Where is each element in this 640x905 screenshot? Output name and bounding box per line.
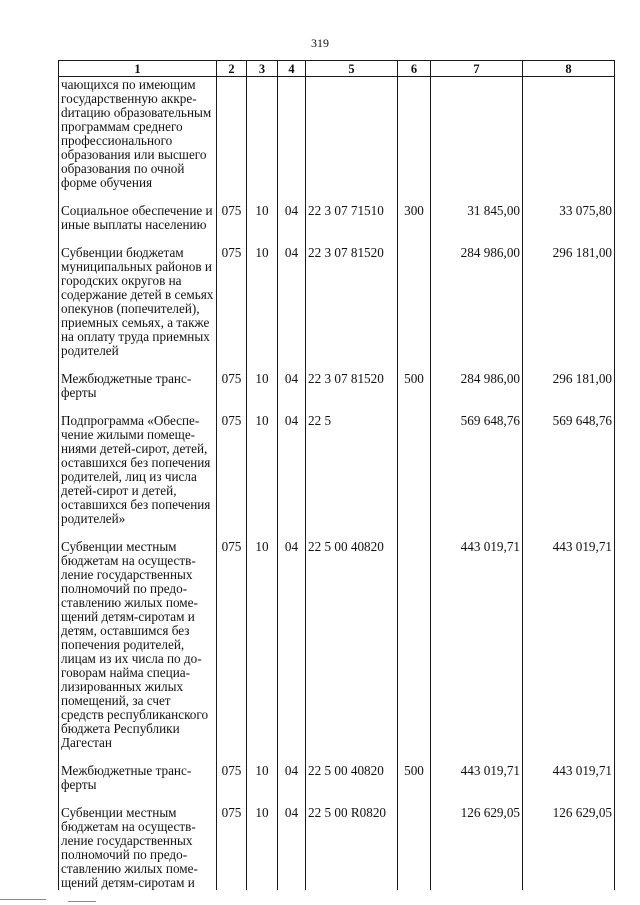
column-header: 1	[59, 61, 217, 77]
row-name-cell: Субвенции местным бюджетам на осуществление государственных полномочий по предоставлению жилых помещений детям-сиротам и детям, оставшимся без попечения родителей, лицам из их числа по договорам найма специализированных жилых помещений, за счет средств республиканского бюджета Республики Дагестан	[59, 538, 217, 762]
rz-cell: 10	[247, 370, 278, 412]
table-row	[59, 412, 615, 538]
rz-cell: 10	[247, 244, 278, 370]
gr-cell: 075	[217, 202, 247, 244]
row-name-cell: Субвенции бюджетам муниципальных районов и городских округов на содержание детей в семьях опекунов (попечителей), приемных семьях, а также на оплату труда приемных родителей	[59, 244, 217, 370]
vr-cell: 500	[398, 370, 431, 412]
column-header: 7	[431, 61, 523, 77]
rz-cell: 10	[247, 804, 278, 890]
vr-cell	[398, 244, 431, 370]
sum-cell-col8: 126 629,05	[523, 804, 615, 890]
sum-cell-col7: 31 845,00	[431, 202, 523, 244]
gr-cell: 075	[217, 538, 247, 762]
column-header: 3	[247, 61, 278, 77]
sum-cell-col8: 33 075,80	[523, 202, 615, 244]
table-row	[59, 244, 615, 370]
sum-cell-col7: 443 019,71	[431, 762, 523, 804]
pr-cell: 04	[278, 762, 306, 804]
rz-cell: 10	[247, 412, 278, 538]
gr-cell: 075	[217, 762, 247, 804]
gr-cell: 075	[217, 244, 247, 370]
vr-cell	[398, 538, 431, 762]
pr-cell: 04	[278, 538, 306, 762]
scan-artifact-line	[68, 901, 96, 902]
rz-cell: 10	[247, 202, 278, 244]
pr-cell: 04	[278, 244, 306, 370]
pr-cell	[278, 77, 306, 203]
column-header: 8	[523, 61, 615, 77]
sum-cell-col8: 296 181,00	[523, 244, 615, 370]
header-row	[59, 61, 615, 77]
csr-cell	[306, 77, 398, 203]
gr-cell	[217, 77, 247, 203]
row-name-cell: Субвенции местным бюджетам на осуществление государственных полномочий по предоставлению жилых помещений детям-сиротам и	[59, 804, 217, 890]
table-row	[59, 538, 615, 762]
sum-cell-col7: 126 629,05	[431, 804, 523, 890]
sum-cell-col7: 443 019,71	[431, 538, 523, 762]
row-name-cell: Подпрограмма «Обеспечение жилыми помещениями детей-сирот, детей, оставшихся без попечения родителей, лиц из числа детей-сирот и детей, оставшихся без попечения родителей»	[59, 412, 217, 538]
sum-cell-col7: 569 648,76	[431, 412, 523, 538]
vr-cell	[398, 804, 431, 890]
rz-cell: 10	[247, 538, 278, 762]
csr-cell: 22 3 07 81520	[306, 244, 398, 370]
vr-cell: 500	[398, 762, 431, 804]
vr-cell	[398, 412, 431, 538]
sum-cell-col7	[431, 77, 523, 203]
pr-cell: 04	[278, 412, 306, 538]
csr-cell: 22 5 00 R0820	[306, 804, 398, 890]
csr-cell: 22 5	[306, 412, 398, 538]
table-row	[59, 804, 615, 890]
gr-cell: 075	[217, 804, 247, 890]
csr-cell: 22 3 07 81520	[306, 370, 398, 412]
sum-cell-col7: 284 986,00	[431, 244, 523, 370]
vr-cell: 300	[398, 202, 431, 244]
row-name-cell: Социальное обеспечение и иные выплаты населению	[59, 202, 217, 244]
gr-cell: 075	[217, 370, 247, 412]
csr-cell: 22 5 00 40820	[306, 538, 398, 762]
column-header: 4	[278, 61, 306, 77]
pr-cell: 04	[278, 370, 306, 412]
pr-cell: 04	[278, 202, 306, 244]
csr-cell: 22 3 07 71510	[306, 202, 398, 244]
table-row	[59, 370, 615, 412]
sum-cell-col8	[523, 77, 615, 203]
sum-cell-col8: 443 019,71	[523, 538, 615, 762]
row-name-cell: чающихся по имеющим государственную аккреdитацию образовательным программам среднего профессионального образования или высшего образования по очной форме обучения	[59, 77, 217, 203]
row-name-cell: Межбюджетные трансферты	[59, 370, 217, 412]
pr-cell: 04	[278, 804, 306, 890]
scan-artifact-line	[0, 899, 46, 900]
column-header: 6	[398, 61, 431, 77]
column-header: 2	[217, 61, 247, 77]
page-number: 319	[311, 36, 329, 50]
row-name-cell: Межбюджетные трансферты	[59, 762, 217, 804]
sum-cell-col8: 443 019,71	[523, 762, 615, 804]
table-row	[59, 77, 615, 203]
sum-cell-col7: 284 986,00	[431, 370, 523, 412]
csr-cell: 22 5 00 40820	[306, 762, 398, 804]
rz-cell	[247, 77, 278, 203]
sum-cell-col8: 569 648,76	[523, 412, 615, 538]
budget-table	[58, 60, 615, 890]
table-row	[59, 762, 615, 804]
table-row	[59, 202, 615, 244]
rz-cell: 10	[247, 762, 278, 804]
gr-cell: 075	[217, 412, 247, 538]
vr-cell	[398, 77, 431, 203]
sum-cell-col8: 296 181,00	[523, 370, 615, 412]
column-header: 5	[306, 61, 398, 77]
